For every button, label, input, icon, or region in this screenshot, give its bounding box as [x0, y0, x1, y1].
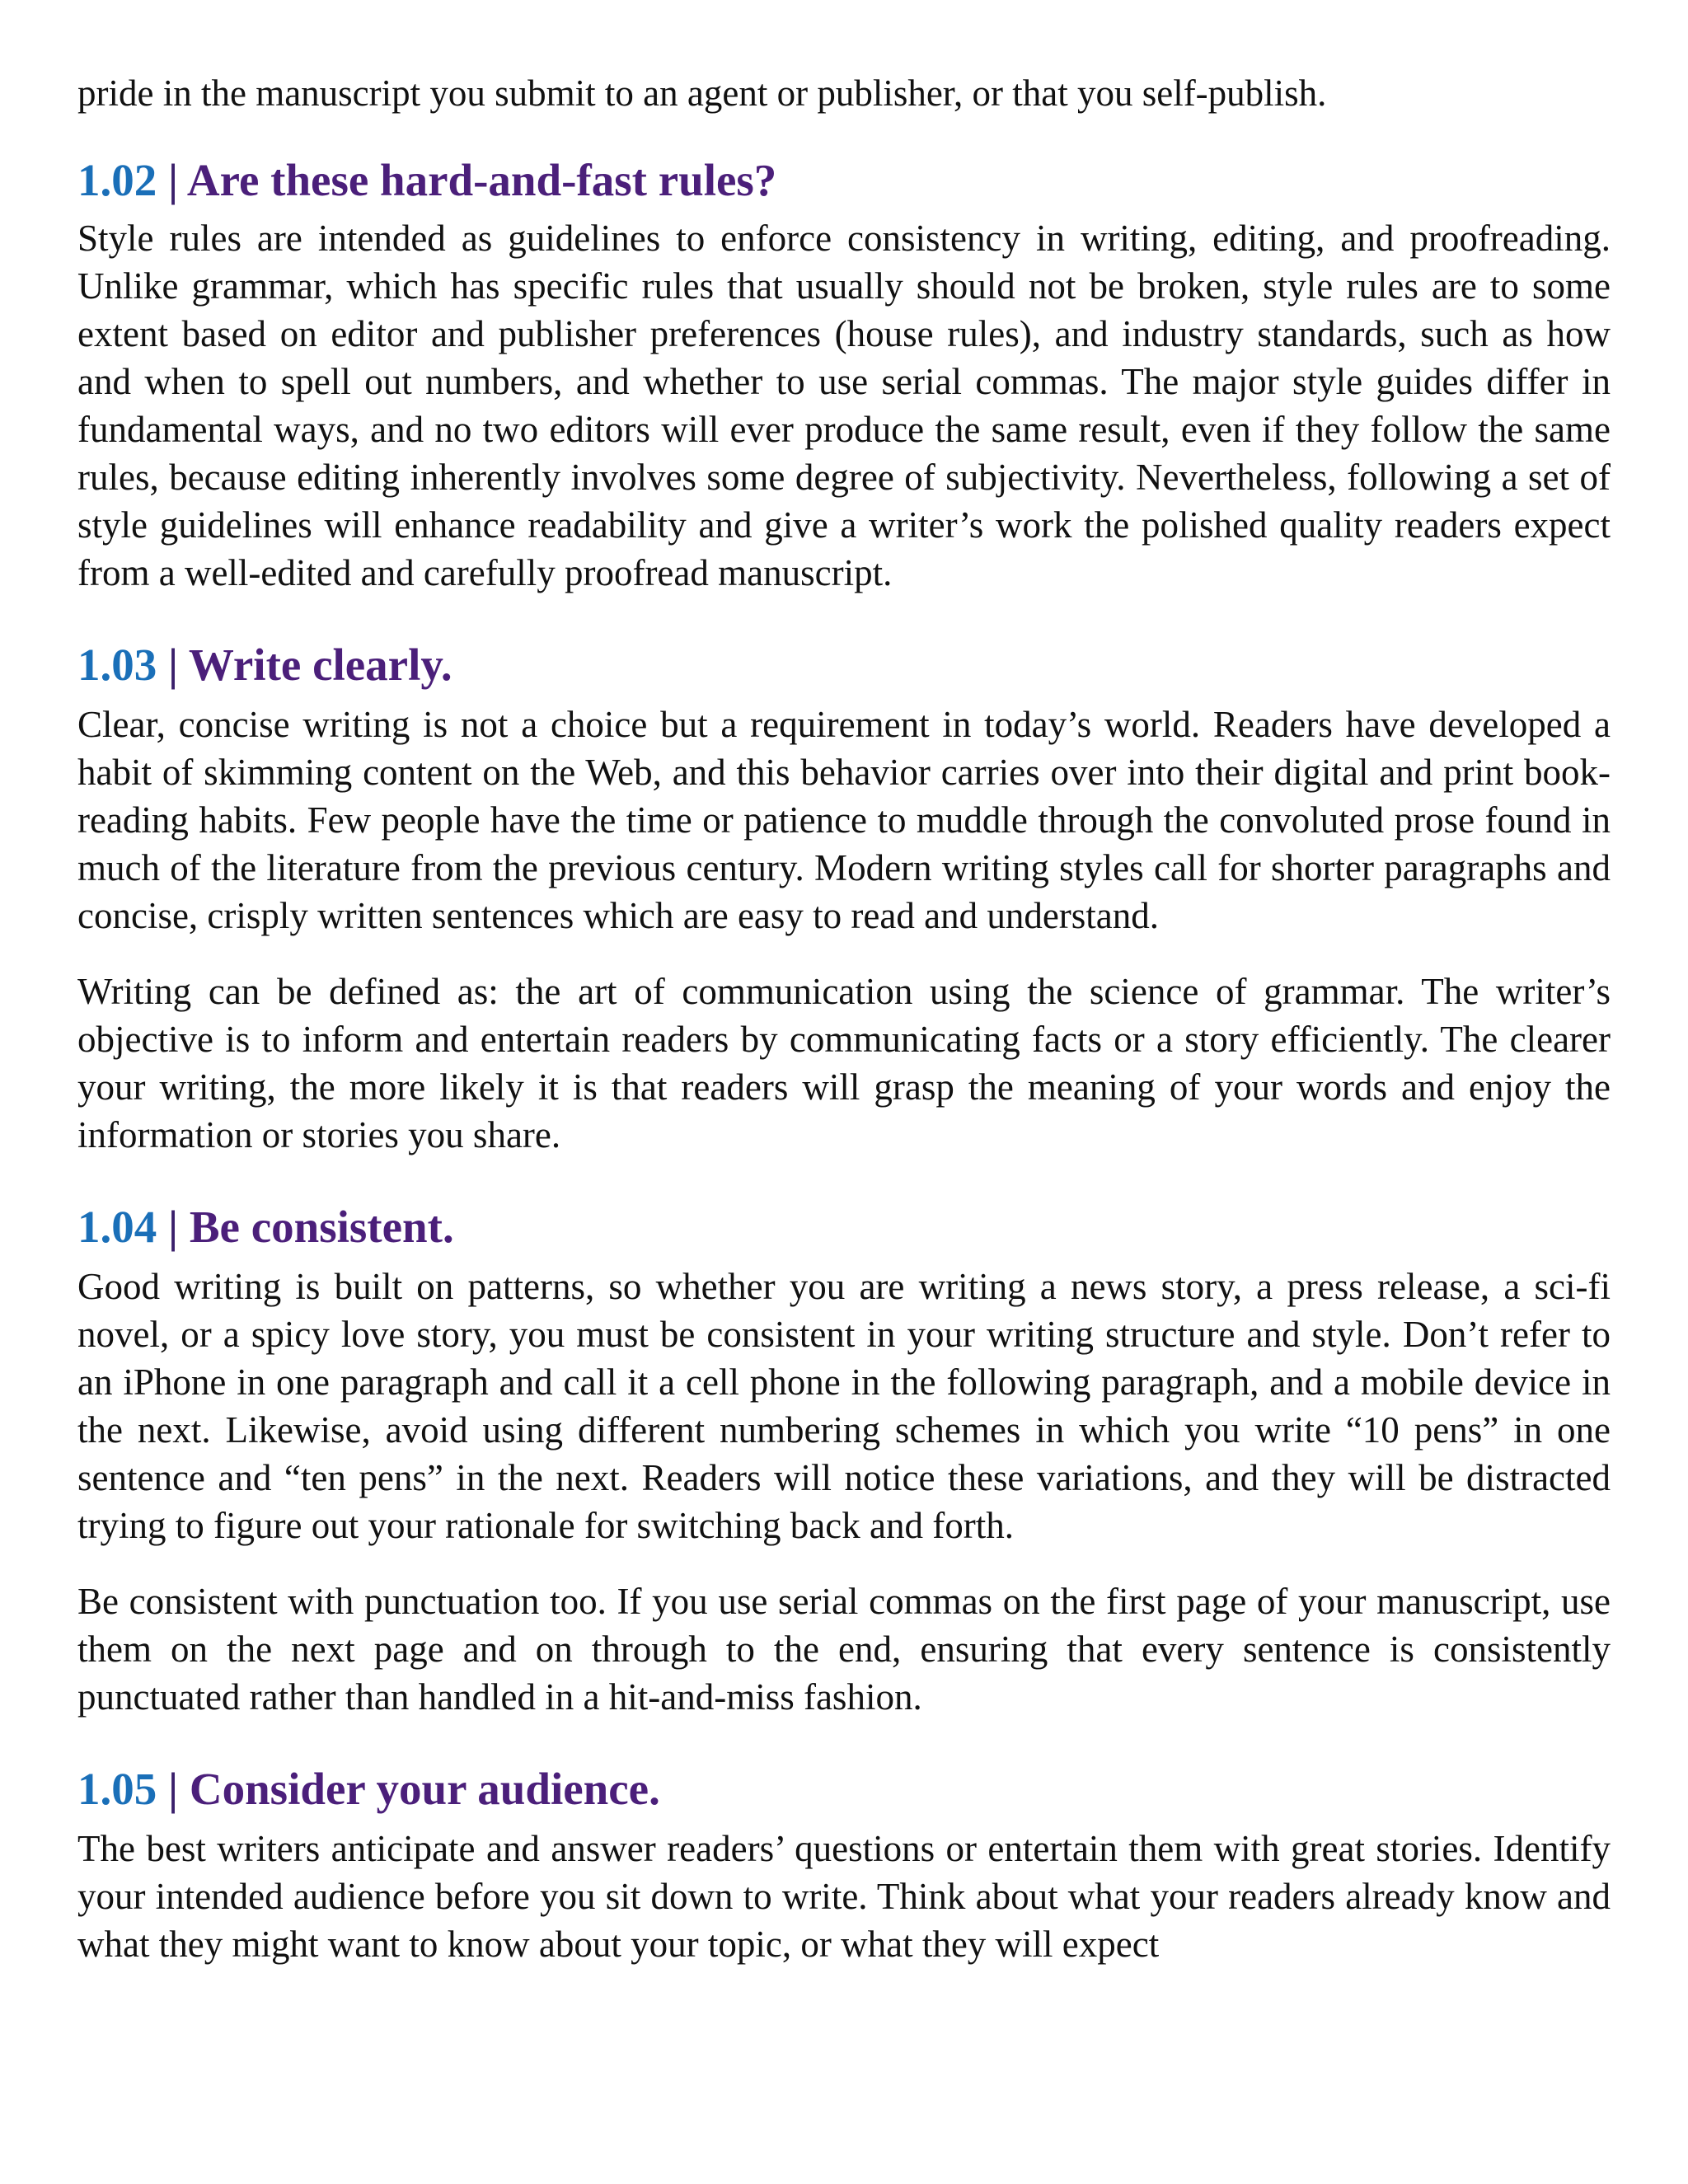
- section-1-04-paragraph-1: Good writing is built on patterns, so whether you are writing a news story, a press release, a sci-fi novel, or a spicy love story, you must be consistent in your writing structure and style. Don’t refer to an iPhone in one paragraph and call it a cell phone in the following paragraph, and a mobile device in the next. Likewise, avoid using different numbering schemes in which you write “10 pens” in one sentence and “ten pens” in the next. Readers will notice these variations, and they will be distracted trying to figure out your rationale for switching back and forth.: [77, 1266, 1611, 1546]
- section-separator: |: [168, 1202, 179, 1252]
- section-1-02-paragraph-1: Style rules are intended as guidelines to enforce consistency in writing, editing, and proofreading. Unlike grammar, which has specific rules that usually should not be broken, style rules are to some extent based on editor and publisher preferences (house rules), and industry standards, such as how and when to spell out numbers, and whether to use serial commas. The major style guides differ in fundamental ways, and no two editors will ever produce the same result, even if they follow the same rules, because editing inherently involves some degree of subjectivity. Nevertheless, following a set of style guidelines will enhance readability and give a writer’s work the polished quality readers expect from a well-edited and carefully proofread manuscript.: [77, 218, 1611, 593]
- section-title: Are these hard-and-fast rules?: [186, 155, 777, 205]
- intro-paragraph: pride in the manuscript you submit to an agent or publisher, or that you self-publish.: [77, 73, 1327, 114]
- section-title: Write clearly.: [188, 640, 452, 690]
- section-1-04-paragraph-2: Be consistent with punctuation too. If you use serial commas on the first page of your manuscript, use them on the next page and on through to the end, ensuring that every sentence is consistently punctuated rather than handled in a hit-and-miss fashion.: [77, 1581, 1611, 1718]
- section-separator: |: [168, 640, 179, 690]
- section-title: Consider your audience.: [189, 1764, 660, 1814]
- section-number: 1.03: [77, 640, 157, 690]
- section-title: Be consistent.: [189, 1202, 454, 1252]
- document-page: [77, 69, 1611, 1968]
- section-1-05-paragraph-1: The best writers anticipate and answer readers’ questions or entertain them with great stories. Identify your intended audience before you sit down to write. Think about what your readers already know and what they might want to know about your topic, or what they will expect: [77, 1828, 1611, 1965]
- section-heading-1-03: [77, 638, 1611, 692]
- section-separator: |: [168, 1764, 179, 1814]
- section-number: 1.02: [77, 155, 157, 205]
- section-1-03-paragraph-1: Clear, concise writing is not a choice but a requirement in today’s world. Readers have developed a habit of skimming content on the Web, and this behavior carries over into their digital and print book-reading habits. Few people have the time or patience to muddle through the convoluted prose found in much of the literature from the previous century. Modern writing styles call for shorter paragraphs and concise, crisply written sentences which are easy to read and understand.: [77, 704, 1611, 936]
- section-number: 1.05: [77, 1764, 157, 1814]
- section-heading-1-05: [77, 1762, 1611, 1816]
- section-number: 1.04: [77, 1202, 157, 1252]
- section-1-03-paragraph-2: Writing can be defined as: the art of communication using the science of grammar. The writer’s objective is to inform and entertain readers by communicating facts or a story efficiently. The clearer your writing, the more likely it is that readers will grasp the meaning of your words and enjoy the information or stories you share.: [77, 971, 1611, 1155]
- section-heading-1-02: [77, 153, 1611, 208]
- section-separator: |: [168, 155, 179, 205]
- section-heading-1-04: [77, 1200, 1611, 1254]
